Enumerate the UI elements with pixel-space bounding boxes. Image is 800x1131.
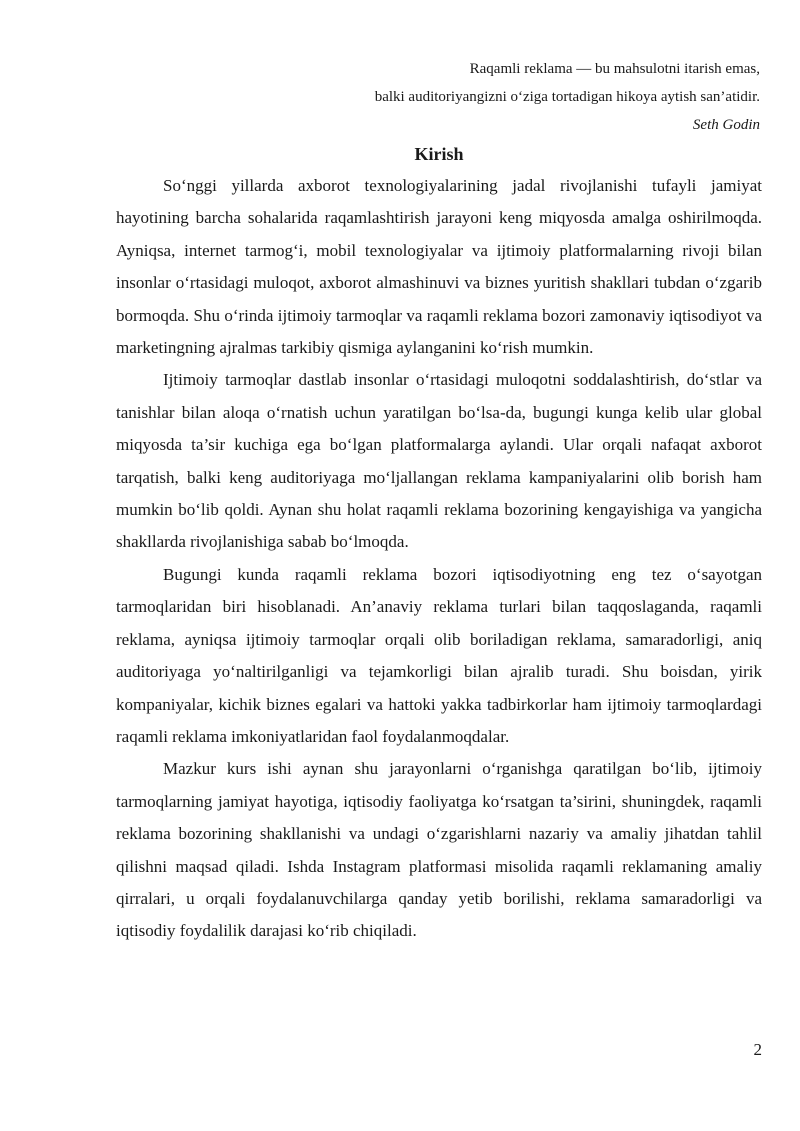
epigraph-line-1: Raqamli reklama — bu mahsulotni itarish emas, (469, 61, 760, 77)
epigraph-line-2: balki auditoriyangizni o‘ziga tortadigan hikoya aytish san’atidir. (374, 89, 760, 105)
body-text (116, 170, 762, 948)
paragraph-4: Mazkur kurs ishi aynan shu jarayonlarni o‘rganishga qaratilgan bo‘lib, ijtimoiy tarmoqlarning jamiyat hayotiga, iqtisodiy faoliyatga ko‘rsatgan ta’sirini, shuningdek, raqamli reklama bozorining shakllanishi va undagi o‘zgarishlarni nazariy va amaliy jihatdan tahlil qilishni maqsad qiladi. Ishda Instagram platformasi misolida raqamli reklamaning amaliy qirralari, u orqali foydalanuvchilarga qanday yetib borilishi, reklama samaradorligi va iqtisodiy foydalilik darajasi ko‘rib chiqiladi. (116, 759, 762, 941)
epigraph-author: Seth Godin (692, 117, 760, 133)
paragraph-3: Bugungi kunda raqamli reklama bozori iqtisodiyotning eng tez o‘sayotgan tarmoqlaridan biri hisoblanadi. An’anaviy reklama turlari bilan taqqoslaganda, raqamli reklama, ayniqsa ijtimoiy tarmoqlar orqali olib boriladigan reklama, samaradorligi, aniq auditoriyaga yo‘naltirilganligi va tejamkorligi bilan ajralib turadi. Shu boisdan, yirik kompaniyalar, kichik biznes egalari va hattoki yakka tadbirkorlar ham ijtimoiy tarmoqlardagi raqamli reklama imkoniyatlaridan faol foydalanmoqdalar. (116, 564, 762, 746)
paragraph-2: Ijtimoiy tarmoqlar dastlab insonlar o‘rtasidagi muloqotni soddalashtirish, do‘stlar va tanishlar bilan aloqa o‘rnatish uchun yaratilgan bo‘lsa-da, bugungi kunga kelib ular global miqyosda ta’sir kuchiga ega bo‘lgan platformalarga aylandi. Ular orqali nafaqat axborot tarqatish, balki keng auditoriyaga mo‘ljallangan reklama kampaniyalarini olib borish ham mumkin bo‘lib qoldi. Aynan shu holat raqamli reklama bozorining kengayishiga va yangicha shakllarda rivojlanishiga sabab bo‘lmoqda. (116, 370, 762, 552)
section-heading: Kirish (414, 144, 464, 164)
epigraph (120, 55, 760, 139)
page-number: 2 (753, 1040, 762, 1059)
paragraph-1: So‘nggi yillarda axborot texnologiyalarining jadal rivojlanishi tufayli jamiyat hayotining barcha sohalarida raqamlashtirish jarayoni keng miqyosda amalga oshirilmoqda. Ayniqsa, internet tarmog‘i, mobil texnologiyalar va ijtimoiy platformalarning rivoji bilan insonlar o‘rtasidagi muloqot, axborot almashinuvi va biznes yuritish shakllari tubdan o‘zgarib bormoqda. Shu o‘rinda ijtimoiy tarmoqlar va raqamli reklama bozori zamonaviy iqtisodiyot va marketingning ajralmas tarkibiy qismiga aylanganini ko‘rish mumkin. (116, 176, 762, 358)
